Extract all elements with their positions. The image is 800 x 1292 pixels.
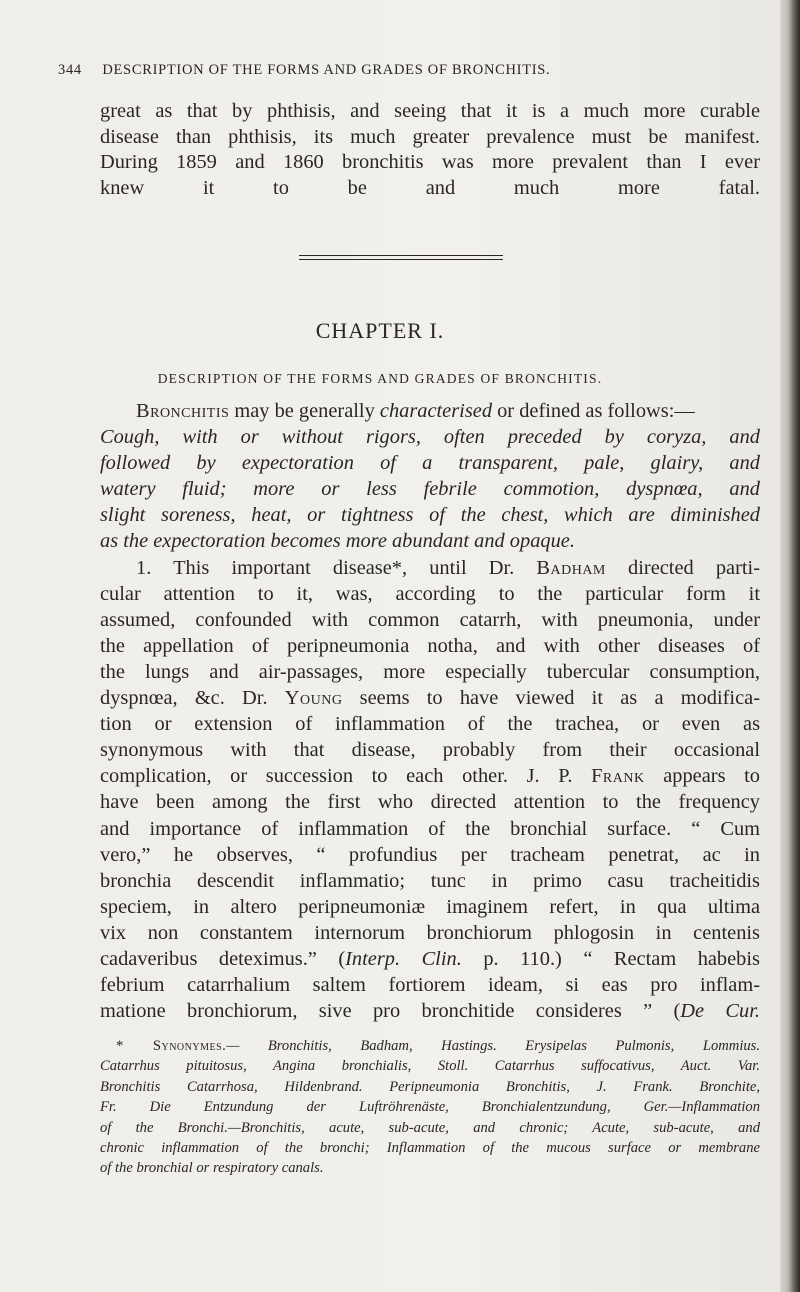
running-header bbox=[58, 62, 758, 79]
footnote-line: Fr. Die Entzundung der Luftröhrenäste, Bronchialentzundung, Ger.—Inflammation bbox=[100, 1099, 760, 1116]
section-line: cadaveribus deteximus.” (Interp. Clin. p. 110.) “ Rectam habebis bbox=[100, 947, 760, 970]
section-line: cular attention to it, was, according to the particular form it bbox=[100, 582, 760, 605]
chapter-heading: CHAPTER I. bbox=[315, 318, 445, 343]
name-frank: Frank bbox=[591, 765, 645, 788]
lead-text: may be generally bbox=[229, 400, 380, 422]
text-line: knew it to be and much more fatal. bbox=[100, 176, 760, 199]
definition-line: slight soreness, heat, or tightness of the chest, which are diminished bbox=[100, 504, 760, 527]
section-line: 1. This important disease*, until Dr. Badham directed parti- bbox=[136, 556, 761, 579]
section-line: vix non constantem internorum bronchiorum phlogosin in centenis bbox=[100, 921, 760, 944]
definition-line: watery fluid; more or less febrile commotion, dyspnœa, and bbox=[100, 478, 760, 501]
section-line: assumed, confounded with common catarrh, with pneumonia, under bbox=[100, 608, 760, 631]
section-line: and importance of inflammation of the bronchial surface. “ Cum bbox=[100, 817, 760, 840]
definition-line: Cough, with or without rigors, often preceded by coryza, and bbox=[100, 426, 760, 449]
name-badham: Badham bbox=[536, 556, 606, 579]
text-line: During 1859 and 1860 bronchitis was more prevalent than I ever bbox=[100, 151, 760, 174]
lead-italic: characterised bbox=[379, 400, 493, 422]
text-line: disease than phthisis, its much greater prevalence must be manifest. bbox=[100, 125, 760, 148]
definition-line: as the expectoration becomes more abundant and opaque. bbox=[100, 530, 575, 553]
footnote-line: * Synonymes.— Bronchitis, Badham, Hastings. Erysipelas Pulmonis, Lommius. bbox=[116, 1038, 760, 1054]
chapter-body bbox=[100, 398, 760, 1024]
definition-lead bbox=[100, 398, 760, 424]
section-line: speciem, in altero peripneumoniæ imaginem refert, in qua ultima bbox=[100, 895, 760, 918]
definition-line: followed by expectoration of a transparent, pale, glairy, and bbox=[100, 452, 760, 475]
intro-paragraph bbox=[100, 99, 760, 201]
running-title: DESCRIPTION OF THE FORMS AND GRADES OF BRONCHITIS. bbox=[102, 62, 551, 78]
footnote-line: of the Bronchi.—Bronchitis, acute, sub-acute, and chronic; Acute, sub-acute, and bbox=[100, 1119, 760, 1136]
page-number: 344 bbox=[58, 62, 82, 78]
footnote bbox=[100, 1036, 760, 1179]
footnote-line: of the bronchial or respiratory canals. bbox=[100, 1160, 324, 1177]
lead-tail: or defined as follows:— bbox=[492, 400, 695, 422]
section-line: vero,” he observes, “ profundius per tracheam penetrat, ac in bbox=[100, 843, 760, 866]
footnote-marker: * Synonymes. bbox=[116, 1038, 227, 1054]
lead-term: Bronchitis bbox=[136, 400, 230, 422]
section-line: synonymous with that disease, probably from their occasional bbox=[100, 739, 760, 762]
section-line: the appellation of peripneumonia notha, and with other diseases of bbox=[100, 634, 760, 657]
footnote-line: chronic inflammation of the bronchi; Inflammation of the mucous surface or membrane bbox=[100, 1140, 760, 1157]
double-rule-top bbox=[299, 255, 503, 256]
section-line: matione bronchiorum, sive pro bronchitide consideres ” (De Cur. bbox=[100, 1000, 760, 1023]
citation-italic: De Cur. bbox=[680, 1000, 760, 1023]
name-young: Young bbox=[284, 687, 343, 710]
footnote-line: Bronchitis Catarrhosa, Hildenbrand. Peripneumonia Bronchitis, J. Frank. Bronchite, bbox=[100, 1078, 760, 1095]
section-line: dyspnœa, &c. Dr. Young seems to have viewed it as a modifica- bbox=[100, 687, 760, 710]
chapter-subtitle: DESCRIPTION OF THE FORMS AND GRADES OF BRONCHITIS. bbox=[157, 371, 603, 386]
section-line: febrium catarrhalium saltem fortiorem ideam, si eas pro inflam- bbox=[100, 974, 760, 997]
footnote-line: Catarrhus pituitosus, Angina bronchialis, Stoll. Catarrhus suffocativus, Auct. Var. bbox=[100, 1058, 760, 1075]
text-line: great as that by phthisis, and seeing that it is a much more curable bbox=[100, 100, 760, 122]
section-line: the lungs and air-passages, more especially tubercular consumption, bbox=[100, 660, 760, 683]
section-line: tion or extension of inflammation of the trachea, or even as bbox=[100, 713, 760, 736]
double-rule-bottom bbox=[299, 259, 503, 260]
section-line: bronchia descendit inflammatio; tunc in primo casu tracheitidis bbox=[100, 869, 760, 892]
book-gutter bbox=[780, 0, 800, 1292]
section-line: complication, or succession to each other. J. P. Frank appears to bbox=[100, 765, 761, 788]
section-line: have been among the first who directed attention to the frequency bbox=[100, 791, 760, 814]
citation-italic: Interp. Clin. bbox=[345, 947, 462, 970]
